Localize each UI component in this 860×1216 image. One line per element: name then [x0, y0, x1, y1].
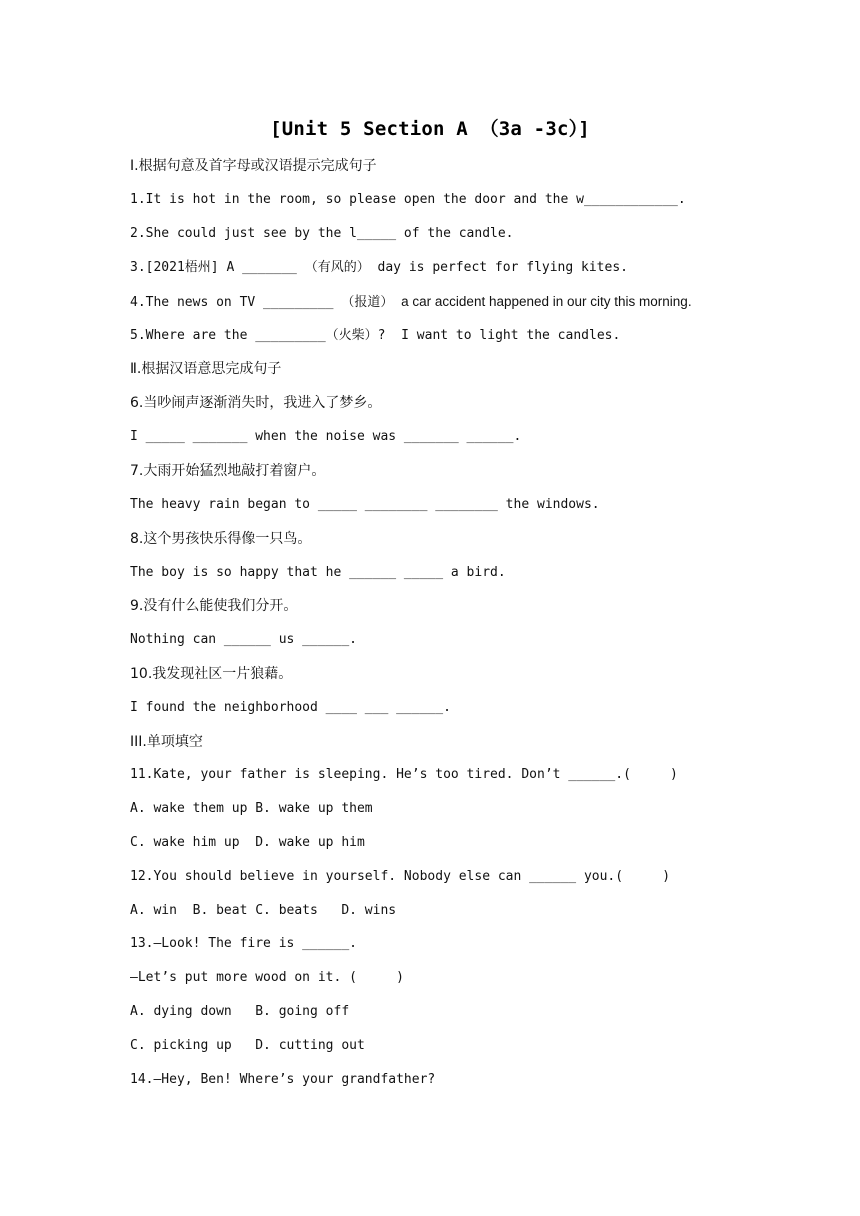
section-heading-3: III.单项填空: [130, 734, 203, 750]
question-3: 3.[2021梧州] A _______ （有风的） day is perfect for flying kites.: [130, 260, 628, 275]
question-12-options: A. win B. beat C. beats D. wins: [130, 903, 397, 918]
question-13-options-ab: A. dying down B. going off: [130, 1004, 350, 1019]
question-5: 5.Where are the _________（火柴）? I want to light the candles.: [130, 328, 621, 343]
question-8-english: The boy is so happy that he ______ _____ a bird.: [130, 565, 506, 580]
question-9-english: Nothing can ______ us ______.: [130, 632, 357, 647]
question-11-options-cd: C. wake him up D. wake up him: [130, 835, 365, 850]
question-4: [130, 293, 692, 312]
question-12: 12.You should believe in yourself. Nobody else can ______ you.( ): [130, 869, 671, 884]
question-4-part2: a car accident happened in our city this morning.: [401, 294, 692, 309]
question-9-chinese: 9.没有什么能使我们分开。: [130, 598, 298, 614]
question-7-english: The heavy rain began to _____ ________ ________ the windows.: [130, 497, 600, 512]
question-1: 1.It is hot in the room, so please open the door and the w____________.: [130, 192, 686, 207]
question-13-prompt: 13.—Look! The fire is ______.: [130, 936, 357, 951]
question-2: 2.She could just see by the l_____ of the candle.: [130, 226, 514, 241]
section-heading-2: Ⅱ.根据汉语意思完成句子: [130, 361, 282, 377]
question-10-english: I found the neighborhood ____ ___ ______.: [130, 700, 451, 715]
question-11-options-ab: A. wake them up B. wake up them: [130, 801, 373, 816]
question-13-options-cd: C. picking up D. cutting out: [130, 1038, 365, 1053]
question-14: 14.—Hey, Ben! Where’s your grandfather?: [130, 1072, 436, 1087]
section-heading-1: Ⅰ.根据句意及首字母或汉语提示完成句子: [130, 158, 377, 174]
question-6-english: I _____ _______ when the noise was _______ ______.: [130, 429, 522, 444]
page-title: [Unit 5 Section A （3a -3c）]: [270, 118, 590, 140]
question-11: 11.Kate, your father is sleeping. He’s too tired. Don’t ______.( ): [130, 767, 678, 782]
question-4-part1: 4.The news on TV _________ （报道）: [130, 295, 402, 310]
question-10-chinese: 10.我发现社区一片狼藉。: [130, 666, 293, 682]
question-6-chinese: 6.当吵闹声逐渐消失时，我进入了梦乡。: [130, 395, 382, 411]
question-7-chinese: 7.大雨开始猛烈地敲打着窗户。: [130, 463, 326, 479]
question-8-chinese: 8.这个男孩快乐得像一只鸟。: [130, 531, 312, 547]
question-13-response: —Let’s put more wood on it. ( ): [130, 970, 404, 985]
